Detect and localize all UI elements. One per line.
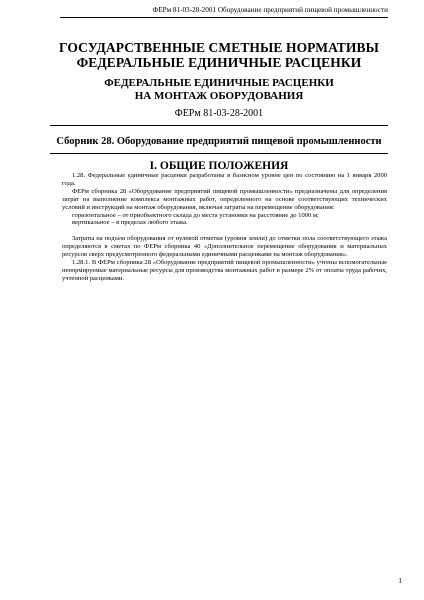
subtitle	[50, 77, 388, 102]
page-number: 1	[398, 576, 402, 585]
paragraph: вертикальное – в пределах любого этажа.	[72, 219, 188, 227]
subtitle-line-2: НА МОНТАЖ ОБОРУДОВАНИЯ	[134, 89, 304, 102]
paragraph: горизонтальное – от приобъектного склада до места установки на расстояние до 1000 м;	[72, 211, 319, 219]
running-header: ФЕРм 81-03-28-2001 Оборудование предприятий пищевой промышленности	[60, 6, 388, 18]
section-heading: I. ОБЩИЕ ПОЛОЖЕНИЯ	[149, 160, 289, 172]
paragraph: ФЕРм сборника 28 «Оборудование предприятий пищевой промышленности» предназначены для определения затрат на выполнение комплекса монтажных работ, определенного на основе соответствующих технических условий и инструкций на монтаж оборудования, включая затраты на перемещение оборудования:	[62, 187, 387, 211]
subtitle-line-1: ФЕДЕРАЛЬНЫЕ ЕДИНИЧНЫЕ РАСЦЕНКИ	[104, 77, 334, 89]
paragraph: 1.28.1. В ФЕРм сборника 28 «Оборудование предприятий пищевой промышленности» учтены вспомогательные ненормируемые материальные ресурсы для производства монтажных работ в размере 2% от оплаты труда рабочих, учтенной расценками.	[62, 258, 387, 282]
main-title	[50, 40, 388, 70]
collection-title: Сборник 28. Оборудование предприятий пищевой промышленности	[50, 136, 388, 154]
paragraph: Затраты на подъем оборудования от нулевой отметки (уровня земли) до отметки пола соответствующего этажа определяются в сметах по ФЕРм сборника 40 «Дополнительное перемещение оборудования и материальных ресурсов сверх предусмотренного федеральными единичными расценками на монтаж оборудования».	[62, 235, 387, 259]
main-title-line-1: ГОСУДАРСТВЕННЫЕ СМЕТНЫЕ НОРМАТИВЫ	[59, 40, 379, 55]
section-body	[62, 172, 387, 283]
document-code: ФЕРм 81-03-28-2001	[50, 108, 388, 126]
paragraph: 1.28. Федеральные единичные расценки разработаны в базисном уровне цен по состоянию на 1 января 2000 года.	[62, 172, 387, 187]
main-title-line-2: ФЕДЕРАЛЬНЫЕ ЕДИНИЧНЫЕ РАСЦЕНКИ	[76, 55, 362, 70]
